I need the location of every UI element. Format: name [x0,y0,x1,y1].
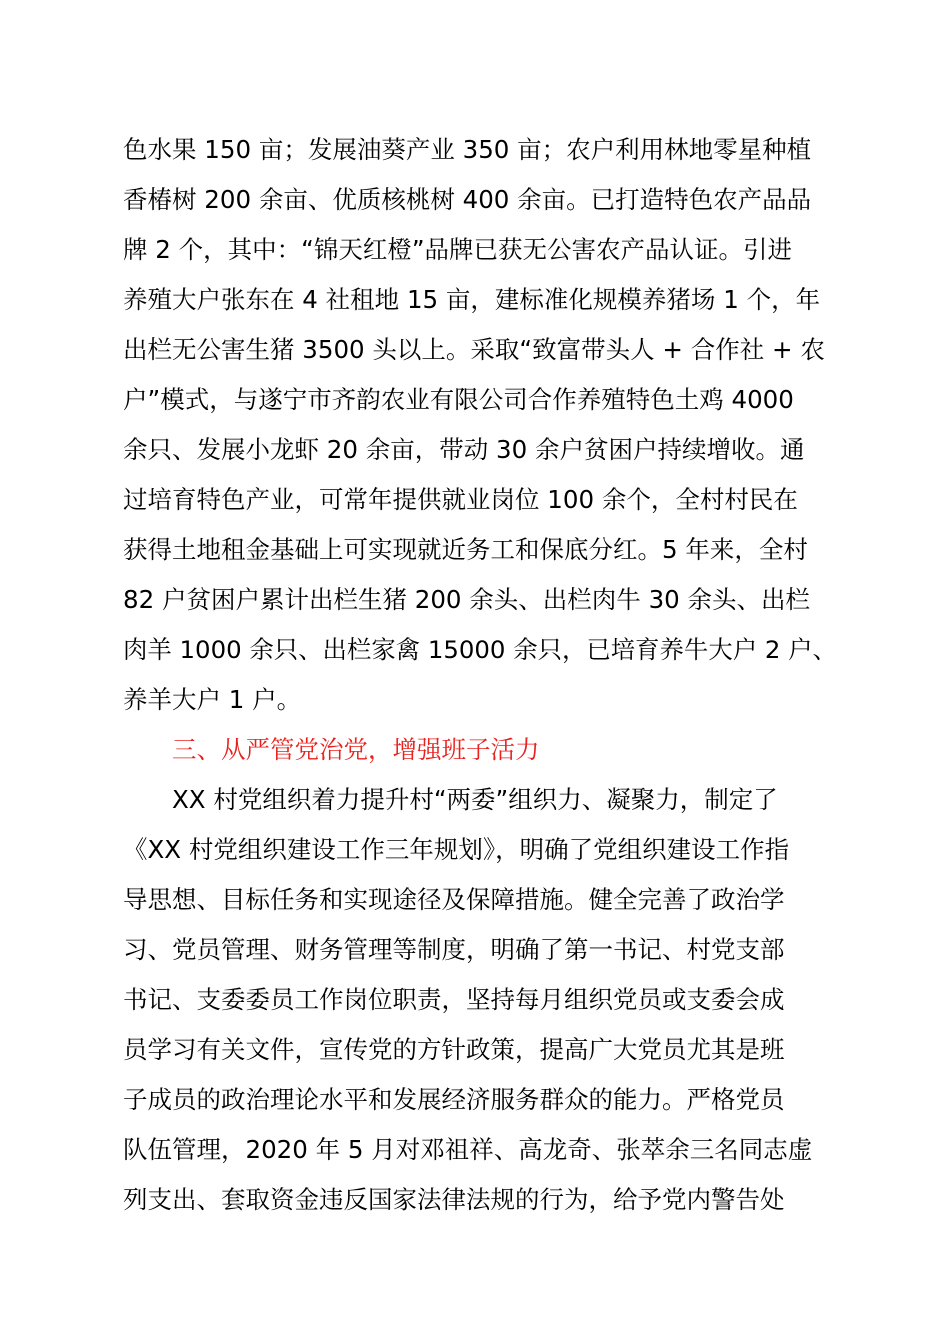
paragraph-line: 导思想、目标任务和实现途径及保障措施。健全完善了政治学 [123,885,785,914]
paragraph-line: 牌 2 个，其中：“锦天红橙”品牌已获无公害农产品认证。引进 [123,235,793,264]
paragraph-line: 余只、发展小龙虾 20 余亩，带动 30 余户贫困户持续增收。通 [123,435,805,464]
paragraph-line: 香椿树 200 余亩、优质核桃树 400 余亩。已打造特色农产品品 [123,185,812,214]
paragraph-line: 过培育特色产业，可常年提供就业岗位 100 余个，全村村民在 [123,485,798,514]
paragraph-line: 养殖大户张东在 4 社租地 15 亩，建标准化规模养猪场 1 个，年 [123,285,821,314]
paragraph-line: 养羊大户 1 户。 [123,685,302,714]
paragraph-line: 户”模式，与遂宁市齐韵农业有限公司合作养殖特色土鸡 4000 [123,385,794,414]
paragraph-line: 习、党员管理、财务管理等制度，明确了第一书记、村党支部 [123,935,785,964]
paragraph-line: 员学习有关文件，宣传党的方针政策，提高广大党员尤其是班 [123,1035,785,1064]
paragraph-line: 出栏无公害生猪 3500 头以上。采取“致富带头人 + 合作社 + 农 [123,335,825,364]
paragraph-line: 《XX 村党组织建设工作三年规划》，明确了党组织建设工作指 [123,835,790,864]
section-heading: 三、从严管党治党，增强班子活力 [172,735,540,764]
paragraph-line: 肉羊 1000 余只、出栏家禽 15000 余只，已培育养牛大户 2 户、 [123,635,837,664]
paragraph-line: 列支出、套取资金违反国家法律法规的行为，给予党内警告处 [123,1185,785,1214]
paragraph-line: XX 村党组织着力提升村“两委”组织力、凝聚力，制定了 [172,785,778,814]
paragraph-line: 82 户贫困户累计出栏生猪 200 余头、出栏肉牛 30 余头、出栏 [123,585,811,614]
paragraph-line: 书记、支委委员工作岗位职责，坚持每月组织党员或支委会成 [123,985,785,1014]
paragraph-line: 获得土地租金基础上可实现就近务工和保底分红。5 年来，全村 [123,535,808,564]
paragraph-line: 队伍管理，2020 年 5 月对邓祖祥、高龙奇、张萃余三名同志虚 [123,1135,813,1164]
paragraph-line: 子成员的政治理论水平和发展经济服务群众的能力。严格党员 [123,1085,785,1114]
paragraph-line: 色水果 150 亩；发展油葵产业 350 亩；农户利用林地零星种植 [123,135,812,164]
